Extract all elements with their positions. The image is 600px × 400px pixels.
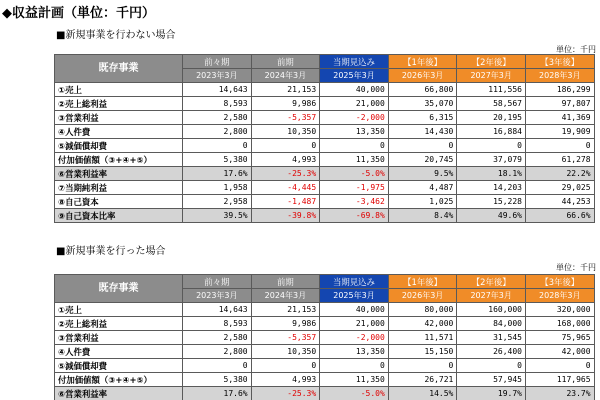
table-cell: 0: [525, 139, 594, 153]
table-cell: 40,000: [320, 303, 389, 317]
table-cell: 9,986: [251, 97, 320, 111]
column-header-period: 【2年後】: [457, 55, 526, 69]
table-cell: 80,000: [388, 303, 457, 317]
table-cell: -5.0%: [320, 167, 389, 181]
column-header-date: 2023年3月: [183, 69, 252, 83]
row-label: ②売上総利益: [55, 317, 183, 331]
table-row: [55, 111, 595, 125]
table-cell: 37,079: [457, 153, 526, 167]
table-cell: 0: [183, 139, 252, 153]
column-header-date: 2025年3月: [320, 69, 389, 83]
column-header-date: 2026年3月: [388, 69, 457, 83]
table-cell: 18.1%: [457, 167, 526, 181]
table-cell: 42,000: [388, 317, 457, 331]
table-row: [55, 97, 595, 111]
row-label: ⑨自己資本比率: [55, 209, 183, 223]
table-row: [55, 167, 595, 181]
table-cell: 58,567: [457, 97, 526, 111]
column-header-date: 2024年3月: [251, 69, 320, 83]
column-header-date: 2028年3月: [525, 289, 594, 303]
table-cell: 22.2%: [525, 167, 594, 181]
column-header-date: 2025年3月: [320, 289, 389, 303]
table-row: [55, 387, 595, 400]
table-cell: 15,228: [457, 195, 526, 209]
table-row: [55, 181, 595, 195]
row-label: ⑧自己資本: [55, 195, 183, 209]
row-label: ④人件費: [55, 345, 183, 359]
table-cell: 186,299: [525, 83, 594, 97]
row-label: ②売上総利益: [55, 97, 183, 111]
table-cell: 5,380: [183, 373, 252, 387]
table-cell: 21,153: [251, 83, 320, 97]
column-header-period: 前期: [251, 275, 320, 289]
table-cell: 0: [320, 139, 389, 153]
row-label: ⑤減価償却費: [55, 359, 183, 373]
table-cell: 23.7%: [525, 387, 594, 400]
page-title: ◆収益計画（単位：千円）: [2, 6, 155, 21]
column-header-period: 前々期: [183, 55, 252, 69]
table-cell: 14,430: [388, 125, 457, 139]
column-header-date: 2026年3月: [388, 289, 457, 303]
table-row: [55, 153, 595, 167]
section-title-with-new-business: ■新規事業を行った場合: [56, 246, 166, 257]
table-cell: 20,745: [388, 153, 457, 167]
table-cell: 66.6%: [525, 209, 594, 223]
table-cell: 2,800: [183, 125, 252, 139]
table-cell: 10,350: [251, 345, 320, 359]
unit-label: 単位：千円: [556, 45, 596, 54]
table-cell: 17.6%: [183, 167, 252, 181]
table-cell: 35,070: [388, 97, 457, 111]
table-cell: 17.6%: [183, 387, 252, 400]
table-cell: 8,593: [183, 317, 252, 331]
column-header-period: 当期見込み: [320, 275, 389, 289]
table-cell: 0: [251, 139, 320, 153]
table-cell: 41,369: [525, 111, 594, 125]
table-cell: -5,357: [251, 331, 320, 345]
column-header-period: 【3年後】: [525, 275, 594, 289]
table-row: [55, 125, 595, 139]
table-cell: 13,350: [320, 125, 389, 139]
column-header-period: 【2年後】: [457, 275, 526, 289]
row-label: ④人件費: [55, 125, 183, 139]
section-title-no-new-business: ■新規事業を行わない場合: [56, 30, 176, 41]
row-label: ⑥営業利益率: [55, 387, 183, 400]
table-cell: -1,975: [320, 181, 389, 195]
table-row: [55, 373, 595, 387]
profit-plan-table-without-new-business: [54, 54, 595, 223]
table-row: [55, 195, 595, 209]
table-cell: -3,462: [320, 195, 389, 209]
table-cell: 168,000: [525, 317, 594, 331]
table-cell: 320,000: [525, 303, 594, 317]
table-cell: -2,000: [320, 111, 389, 125]
table-cell: 111,556: [457, 83, 526, 97]
row-label: ⑦当期純利益: [55, 181, 183, 195]
table-cell: 84,000: [457, 317, 526, 331]
table-cell: 49.6%: [457, 209, 526, 223]
table-cell: 9.5%: [388, 167, 457, 181]
table-cell: 26,400: [457, 345, 526, 359]
table-cell: 13,350: [320, 345, 389, 359]
column-header-date: 2023年3月: [183, 289, 252, 303]
table-cell: 8.4%: [388, 209, 457, 223]
table-cell: 4,993: [251, 373, 320, 387]
table-cell: 97,807: [525, 97, 594, 111]
table-cell: 20,195: [457, 111, 526, 125]
table-cell: 40,000: [320, 83, 389, 97]
table-cell: 4,487: [388, 181, 457, 195]
table-row: [55, 209, 595, 223]
column-header-period: 前期: [251, 55, 320, 69]
corner-label: 既存事業: [55, 55, 183, 83]
table-cell: 11,571: [388, 331, 457, 345]
table-cell: 2,958: [183, 195, 252, 209]
table-cell: -1,487: [251, 195, 320, 209]
row-label: ⑥営業利益率: [55, 167, 183, 181]
table-row: [55, 83, 595, 97]
table-cell: 19,909: [525, 125, 594, 139]
table-cell: 21,000: [320, 97, 389, 111]
table-cell: 0: [388, 139, 457, 153]
column-header-period: 【1年後】: [388, 275, 457, 289]
table-cell: 6,315: [388, 111, 457, 125]
table-cell: 21,153: [251, 303, 320, 317]
table-cell: 66,800: [388, 83, 457, 97]
table-row: [55, 331, 595, 345]
table-cell: -4,445: [251, 181, 320, 195]
column-header-date: 2027年3月: [457, 69, 526, 83]
table-cell: 14.5%: [388, 387, 457, 400]
table-cell: -25.3%: [251, 387, 320, 400]
table-row: [55, 359, 595, 373]
row-label: ⑤減価償却費: [55, 139, 183, 153]
table-cell: 2,580: [183, 111, 252, 125]
table-cell: 75,965: [525, 331, 594, 345]
table-cell: 15,150: [388, 345, 457, 359]
column-header-date: 2028年3月: [525, 69, 594, 83]
row-label: ③営業利益: [55, 331, 183, 345]
table-cell: 11,350: [320, 373, 389, 387]
table-cell: 14,203: [457, 181, 526, 195]
table-cell: 16,884: [457, 125, 526, 139]
table-row: [55, 345, 595, 359]
table-cell: 0: [251, 359, 320, 373]
table-cell: 57,945: [457, 373, 526, 387]
column-header-date: 2027年3月: [457, 289, 526, 303]
table-cell: -39.8%: [251, 209, 320, 223]
row-label: 付加価値額（③+④+⑤）: [55, 373, 183, 387]
row-label: ①売上: [55, 83, 183, 97]
table-row: [55, 139, 595, 153]
row-label: 付加価値額（③+④+⑤）: [55, 153, 183, 167]
table-cell: 0: [525, 359, 594, 373]
table-cell: 5,380: [183, 153, 252, 167]
column-header-period: 前々期: [183, 275, 252, 289]
table-cell: -25.3%: [251, 167, 320, 181]
table-cell: 1,958: [183, 181, 252, 195]
column-header-period: 当期見込み: [320, 55, 389, 69]
table-cell: 31,545: [457, 331, 526, 345]
table-cell: 117,965: [525, 373, 594, 387]
table-cell: 2,580: [183, 331, 252, 345]
table-cell: 44,253: [525, 195, 594, 209]
table-cell: 10,350: [251, 125, 320, 139]
table-cell: 21,000: [320, 317, 389, 331]
table-cell: 19.7%: [457, 387, 526, 400]
column-header-period: 【1年後】: [388, 55, 457, 69]
table-cell: 42,000: [525, 345, 594, 359]
row-label: ①売上: [55, 303, 183, 317]
table-cell: 4,993: [251, 153, 320, 167]
table-cell: 160,000: [457, 303, 526, 317]
table-cell: 0: [183, 359, 252, 373]
unit-label: 単位：千円: [556, 263, 596, 272]
table-cell: 14,643: [183, 83, 252, 97]
table-cell: -5.0%: [320, 387, 389, 400]
table-cell: 2,800: [183, 345, 252, 359]
table-row: [55, 303, 595, 317]
table-cell: 26,721: [388, 373, 457, 387]
table-cell: 0: [388, 359, 457, 373]
profit-plan-table-with-new-business: [54, 274, 595, 400]
table-cell: -5,357: [251, 111, 320, 125]
table-cell: 0: [457, 139, 526, 153]
table-cell: -2,000: [320, 331, 389, 345]
column-header-date: 2024年3月: [251, 289, 320, 303]
corner-label: 既存事業: [55, 275, 183, 303]
table-cell: 14,643: [183, 303, 252, 317]
table-row: [55, 317, 595, 331]
table-cell: 0: [320, 359, 389, 373]
table-cell: 61,278: [525, 153, 594, 167]
table-cell: 29,025: [525, 181, 594, 195]
table-cell: 8,593: [183, 97, 252, 111]
column-header-period: 【3年後】: [525, 55, 594, 69]
table-cell: 9,986: [251, 317, 320, 331]
row-label: ③営業利益: [55, 111, 183, 125]
header-row-period: [55, 275, 595, 289]
header-row-period: [55, 55, 595, 69]
table-cell: -69.8%: [320, 209, 389, 223]
table-cell: 39.5%: [183, 209, 252, 223]
table-cell: 0: [457, 359, 526, 373]
table-cell: 11,350: [320, 153, 389, 167]
table-cell: 1,025: [388, 195, 457, 209]
